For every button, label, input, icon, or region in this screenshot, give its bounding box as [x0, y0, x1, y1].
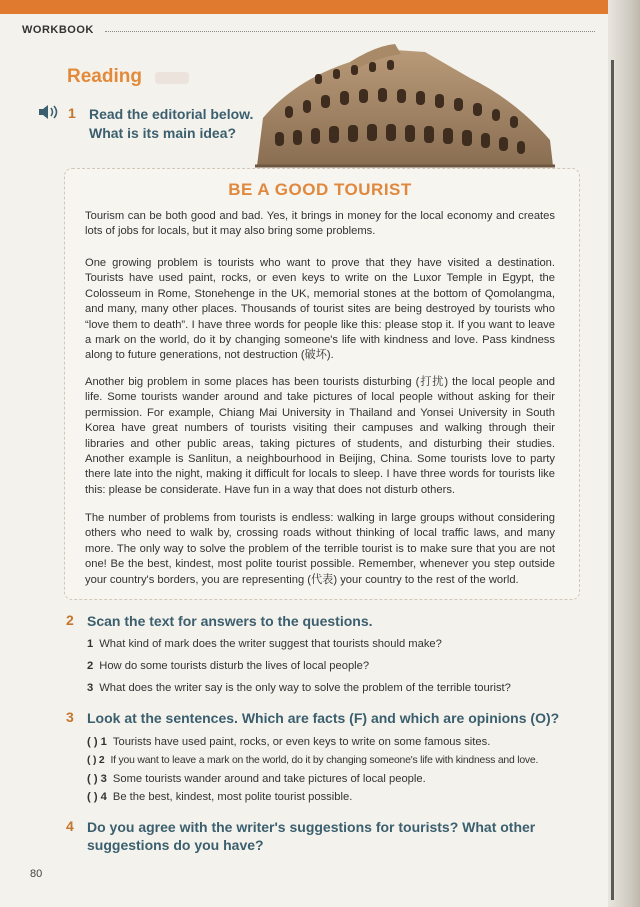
section-title-ghost	[155, 72, 189, 84]
article-paragraph-2: One growing problem is tourists who want to prove that they have visited a destination. Tourists have used paint, rocks, or even keys to write on the Luxor Temple in Egypt, the Colosseum in Rome, Stonehenge in the UK, memorial stones at the bottom of Qomolangma, and many, many other places. Thousands of tourist sites are being destroyed by tourists who “love them to death”. I have three words for people like this: please stop it. If you want to leave a mark on the world, do it by changing someone's life with kindness and love. Pass kindness along to future generations, not destruction (破坏).	[85, 257, 555, 362]
section-title: Reading	[67, 66, 142, 87]
header-rule	[105, 31, 595, 33]
running-header: WORKBOOK	[22, 24, 94, 36]
question-4-line1: Do you agree with the writer's suggestions for tourists? What other	[87, 819, 536, 835]
colosseum-image	[255, 40, 555, 168]
question-1-line2: What is its main idea?	[89, 125, 237, 141]
fact-opinion-item[interactable]: ( ) 3 Some tourists wander around and take pictures of local people.	[87, 773, 426, 785]
question-2-number: 2	[66, 612, 74, 628]
page-number: 80	[30, 868, 43, 880]
question-4-line2: suggestions do you have?	[87, 837, 264, 853]
question-2-title: Scan the text for answers to the questions.	[87, 613, 373, 629]
article-paragraph-3: Another big problem in some places has been tourists disturbing (打扰) the local people and life. Some tourists wander around and take pictures of local people without asking for their permission. For example, Chiang Mai University in Thailand and Yonsei University in South Korea have great numbers of tourists visiting their campuses and walking through their libraries and other public areas, taking pictures of students, and disturbing their studies. Another example is Sanlitun, a neighbourhood in Beijing, China. Some tourists love to party there late into the night, making it difficult for locals to sleep. I have three words for tourists like this: please be considerate. Have fun in a way that does not disturb others.	[85, 376, 555, 496]
fact-opinion-item[interactable]: ( ) 4 Be the best, kindest, most polite tourist possible.	[87, 791, 353, 803]
article-paragraph-4: The number of problems from tourists is endless: walking in large groups without considering others who need to walk by, crossing roads without thinking of local traffic laws, and many more. The only way to solve the problem of the terrible tourist is to make sure that you are not one! Be the best, kindest, most polite tourist possible. Remember, whenever you step outside your country's borders, you are representing (代表) your country to the rest of the world.	[85, 512, 555, 586]
question-2-item: 1 What kind of mark does the writer suggest that tourists should make?	[87, 638, 442, 650]
fact-opinion-item[interactable]: ( ) 2 If you want to leave a mark on the world, do it by changing someone's life with kindness and love.	[87, 755, 539, 766]
top-color-bar	[0, 0, 640, 14]
question-2-item: 2 How do some tourists disturb the lives of local people?	[87, 660, 370, 672]
question-3-title: Look at the sentences. Which are facts (F) and which are opinions (O)?	[87, 710, 560, 726]
article-title: BE A GOOD TOURIST	[228, 180, 412, 199]
question-1-line1: Read the editorial below.	[89, 106, 254, 122]
question-1-number: 1	[68, 105, 76, 121]
fact-opinion-item[interactable]: ( ) 1 Tourists have used paint, rocks, or even keys to write on some famous sites.	[87, 736, 491, 748]
question-3-number: 3	[66, 709, 74, 725]
question-2-item: 3 What does the writer say is the only way to solve the problem of the terrible tourist?	[87, 682, 511, 694]
speaker-icon[interactable]	[38, 104, 60, 120]
article-paragraph-1: Tourism can be both good and bad. Yes, it brings in money for the local economy and creates lots of jobs for locals, but it may also bring some problems.	[85, 210, 555, 238]
question-4-number: 4	[66, 818, 74, 834]
